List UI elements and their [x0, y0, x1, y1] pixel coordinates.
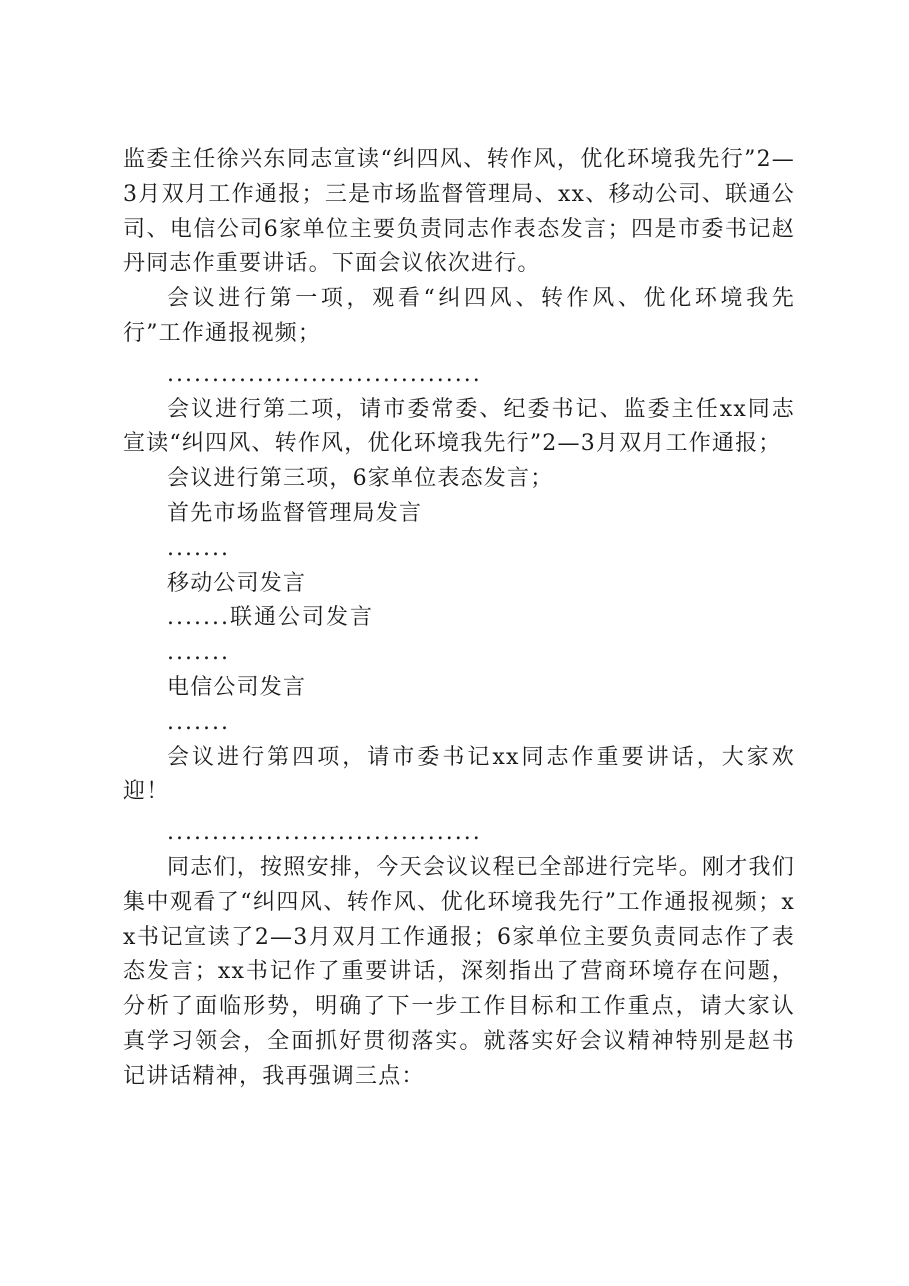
speaker-market-bureau: 首先市场监督管理局发言 [167, 500, 423, 526]
paragraph-item-3: 会议进行第三项，6家单位表态发言； [167, 466, 554, 492]
ellipsis-separator: ................................... [167, 361, 482, 387]
document-body [123, 143, 795, 1095]
paragraph-closing: 同志们，按照安排，今天会议议程已全部进行完毕。刚才我们集中观看了“纠四风、转作风、优化环境我先行”工作通报视频；xx书记宣读了2—3月双月工作通报；6家单位主要负责同志作了表态发言；xx书记作了重要讲话，深刻指出了营商环境存在问题，分析了面临形势，明确了下一步工作目标和工作重点，请大家认真学习领会，全面抓好贯彻落实。就落实好会议精神特别是赵书记讲话精神，我再强调三点： [123, 854, 795, 1089]
paragraph-item-2: 会议进行第二项，请市委常委、纪委书记、监委主任xx同志宣读“纠四风、转作风，优化环境我先行”2—3月双月工作通报； [123, 396, 795, 457]
paragraph-item-4: 会议进行第四项，请市委书记xx同志作重要讲话，大家欢迎！ [123, 744, 795, 805]
paragraph-opening: 监委主任徐兴东同志宣读“纠四风、转作风，优化环境我先行”2—3月双月工作通报；三是市场监督管理局、xx、移动公司、联通公司、电信公司6家单位主要负责同志作表态发言；四是市委书记赵丹同志作重要讲话。下面会议依次进行。 [123, 147, 795, 277]
speaker-unicom: .......联通公司发言 [167, 605, 374, 631]
speaker-telecom: 电信公司发言 [167, 674, 307, 700]
speaker-mobile: 移动公司发言 [167, 570, 307, 596]
ellipsis-separator: ....... [167, 640, 230, 666]
ellipsis-separator: ....... [167, 709, 230, 735]
paragraph-item-1: 会议进行第一项，观看“纠四风、转作风、优化环境我先行”工作通报视频； [123, 286, 795, 346]
ellipsis-separator: ................................... [167, 820, 482, 846]
ellipsis-separator: ....... [167, 535, 230, 561]
